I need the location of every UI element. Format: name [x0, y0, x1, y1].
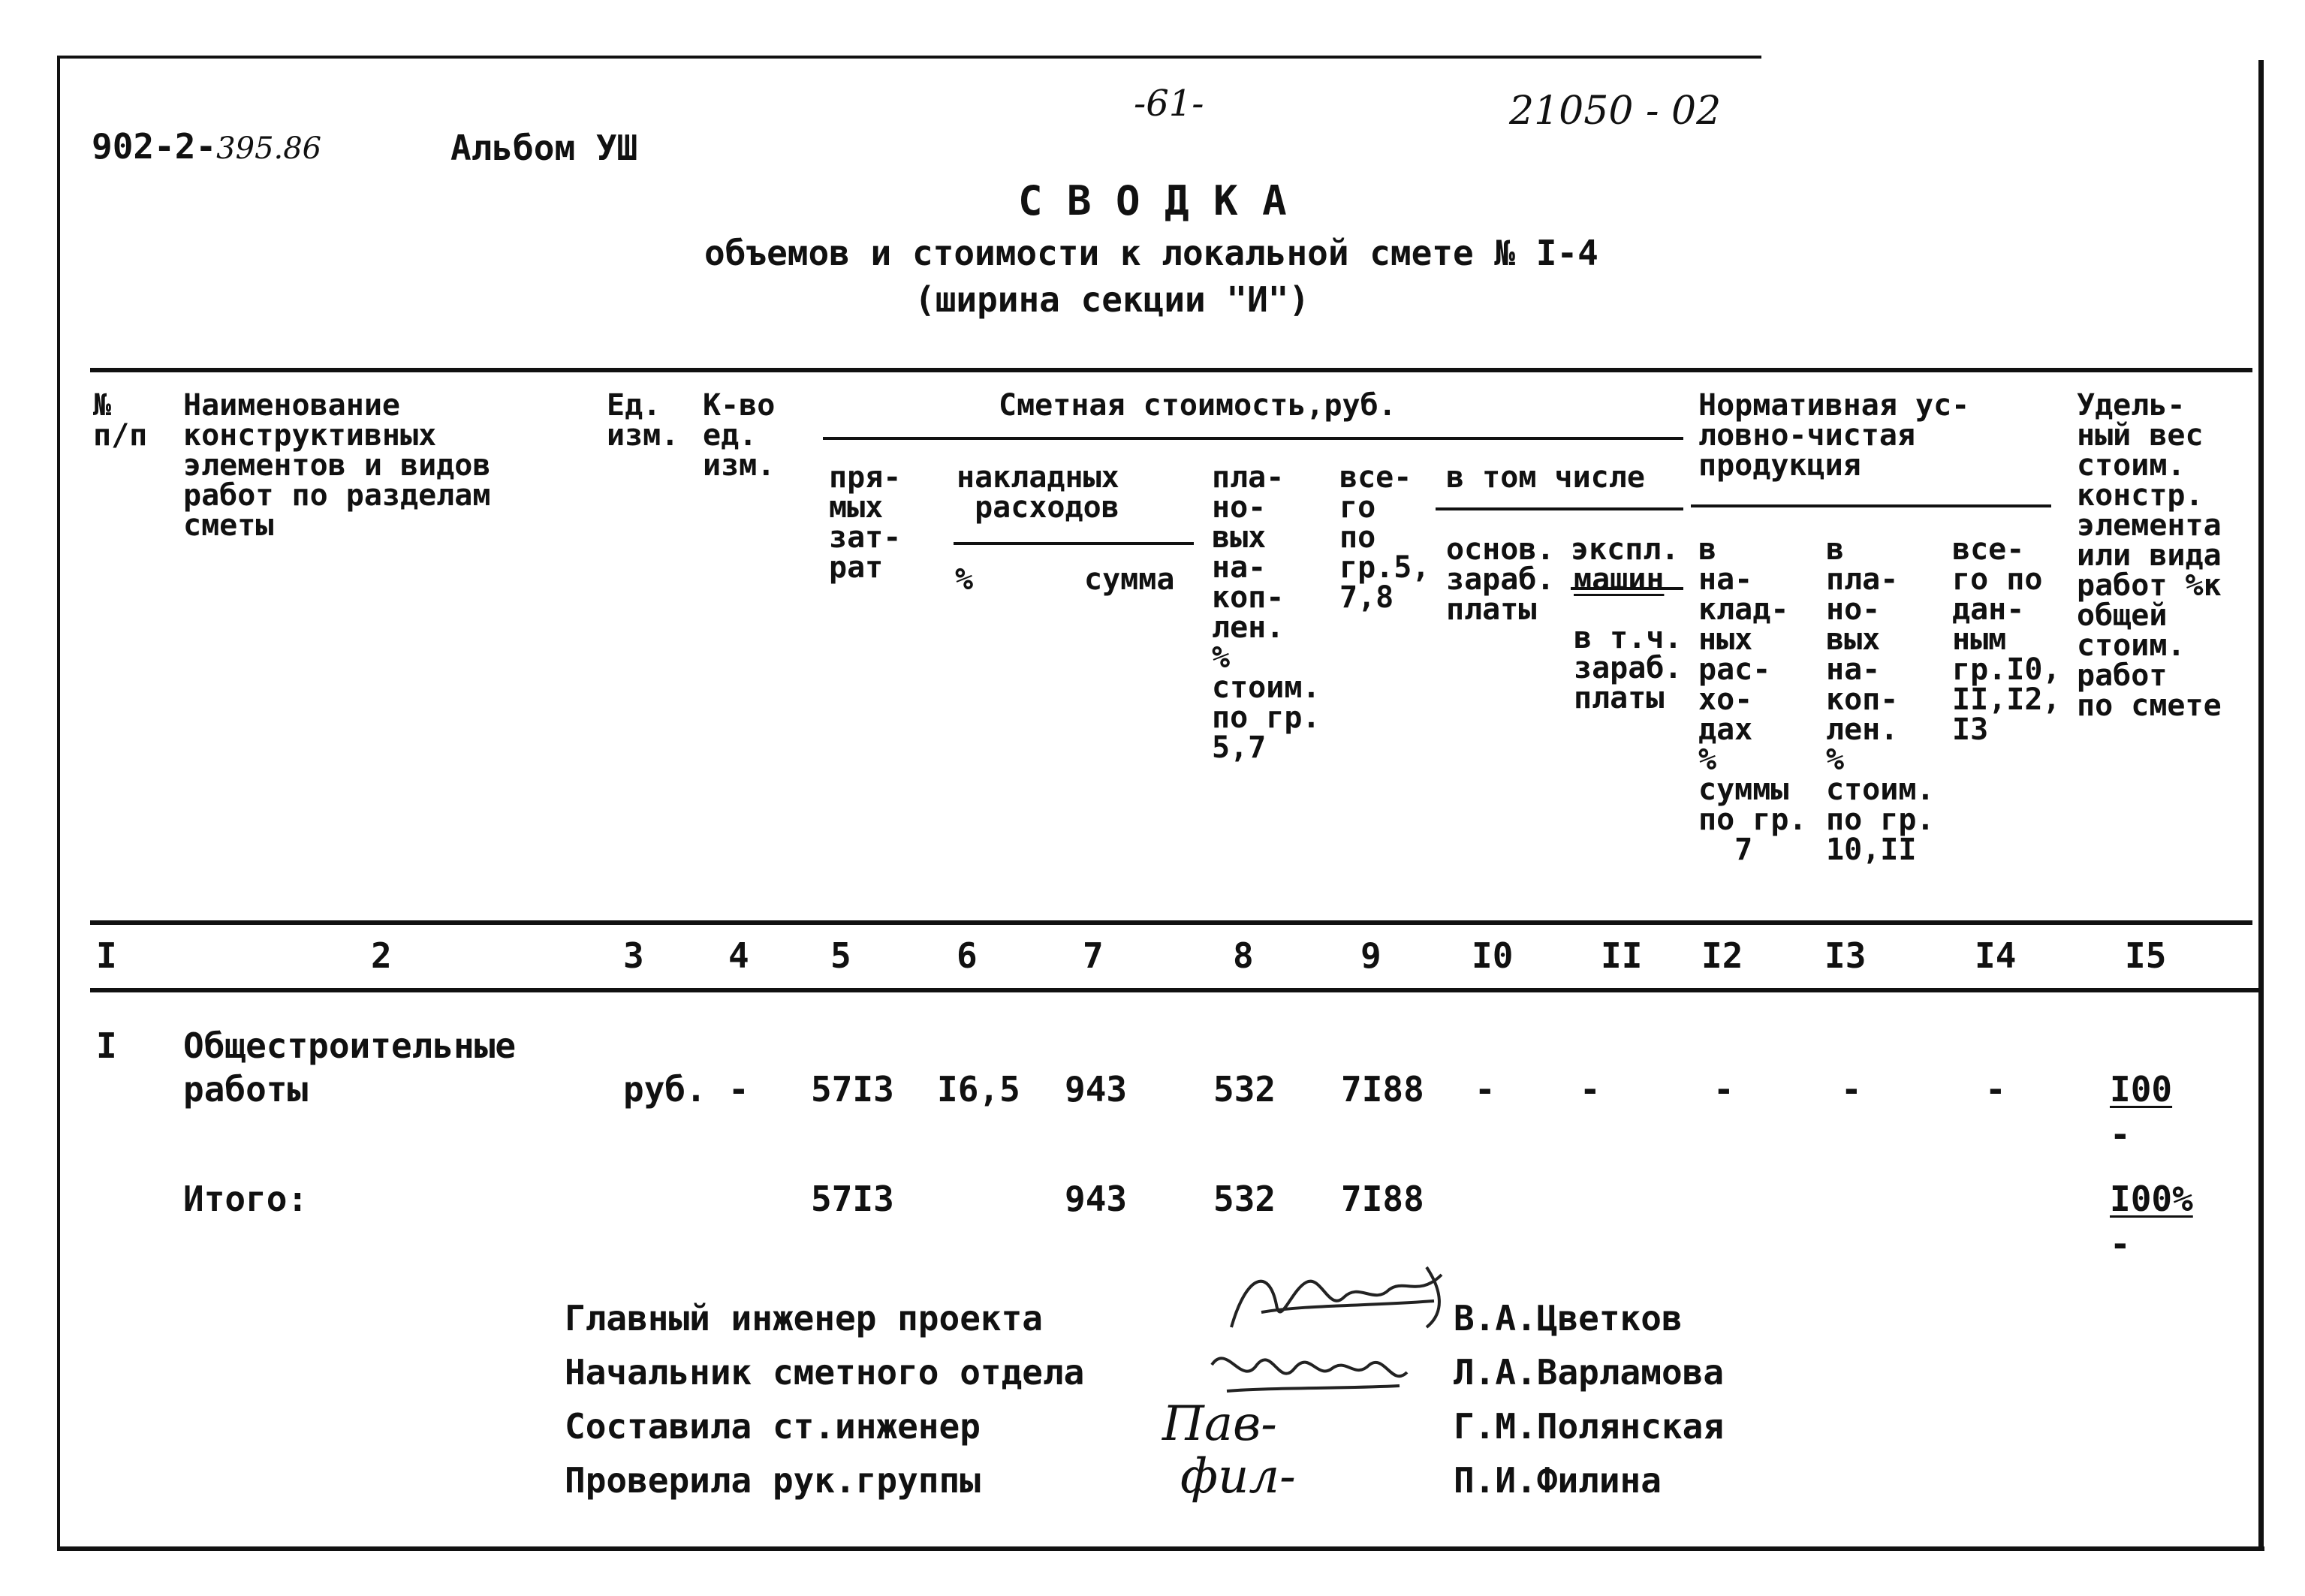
col-number: 3 [623, 935, 644, 976]
header-col-15: Удель- ный вес стоим. констр. элемента или вида работ %к общей стоим. работ по смете [2077, 388, 2222, 723]
signature-role-head-estimates: Начальник сметного отдела [565, 1352, 1085, 1393]
document-subtitle: объемов и стоимости к локальной смете № I-4 [704, 233, 1598, 273]
handwritten-signature-compiler: Пав- [1162, 1396, 1277, 1452]
document-code [92, 126, 321, 167]
row-col12: - [1713, 1069, 1734, 1110]
registration-number: 21050 - 02 [1509, 89, 1722, 134]
col-number: 7 [1083, 935, 1104, 976]
col-number: 5 [830, 935, 851, 976]
header-col-14: все- го по дан- ным гр.I0, II,I2, I3 [1952, 532, 2061, 747]
total-overhead-sum: 943 [1065, 1179, 1128, 1219]
header-col-12: в на- клад- ных рас- хо- дах % суммы по гр. 7 [1698, 532, 1807, 867]
header-col-11-c: в т.ч. зараб. платы [1574, 621, 1683, 715]
row-unit: руб. [623, 1069, 707, 1110]
header-col-1: № п/п [93, 388, 148, 453]
header-overhead: накладных расходов [957, 460, 1119, 525]
header-col-6: % [955, 562, 974, 597]
header-col-5: пря- мых зат- рат [829, 460, 902, 585]
signature-name-compiler: Г.М.Полянская [1454, 1406, 1725, 1447]
header-col-4: К-во ед. изм. [703, 388, 776, 483]
row-wage: - [1475, 1069, 1496, 1110]
total-direct-costs: 57I3 [811, 1179, 894, 1219]
header-col-11-a: экспл. [1571, 532, 1680, 567]
header-col-10: основ. зараб. платы [1446, 532, 1555, 627]
row-direct-costs: 57I3 [811, 1069, 894, 1110]
row-name-line1: Общестроительные [183, 1025, 517, 1066]
col-number: 4 [728, 935, 749, 976]
row-name-line2: работы [183, 1069, 309, 1110]
header-col-2: Наименование конструктивных элементов и видов работ по разделам сметы [183, 388, 491, 543]
header-group-cost: Сметная стоимость,руб. [999, 388, 1397, 423]
col-number: 8 [1233, 935, 1254, 976]
row-share-dash: - [2110, 1114, 2131, 1155]
header-col-9: все- го по гр.5, 7,8 [1339, 460, 1430, 615]
total-share: I00% [2110, 1179, 2193, 1219]
handwritten-signature-chief-engineer [1216, 1260, 1457, 1342]
total-label: Итого: [183, 1179, 309, 1219]
row-machine: - [1580, 1069, 1601, 1110]
col-number: I [96, 935, 117, 976]
signature-role-chief-engineer: Главный инженер проекта [565, 1298, 1043, 1339]
row-total: 7I88 [1341, 1069, 1424, 1110]
header-col-13: в пла- но- вых на- коп- лен. % стоим. по гр. 10,II [1826, 532, 1935, 867]
col-number: 2 [371, 935, 392, 976]
document-code-handwritten: 395.86 [216, 131, 322, 166]
signature-name-chief-engineer: В.А.Цветков [1454, 1298, 1683, 1339]
header-col-7: сумма [1084, 562, 1175, 597]
total-share-dash: - [2110, 1224, 2131, 1264]
header-col-8: пла- но- вых на- коп- лен. % стоим. по гр. 5,7 [1212, 460, 1321, 765]
col-number: II [1601, 935, 1643, 976]
col-number: I3 [1824, 935, 1867, 976]
col-number: 9 [1360, 935, 1381, 976]
col-number: I0 [1472, 935, 1514, 976]
document-code-printed: 902-2- [92, 126, 217, 167]
header-col-11-b: машин [1574, 562, 1665, 597]
page-number: -61- [1134, 83, 1204, 125]
signature-name-checker: П.И.Филина [1454, 1460, 1662, 1501]
row-col13: - [1841, 1069, 1862, 1110]
row-overhead-sum: 943 [1065, 1069, 1128, 1110]
row-share: I00 [2110, 1069, 2173, 1110]
signature-role-checker: Проверила рук.группы [565, 1460, 981, 1501]
col-number: I5 [2125, 935, 2167, 976]
document-title: С В О Д К А [1018, 177, 1287, 224]
total-planned-savings: 532 [1213, 1179, 1276, 1219]
total-sum: 7I88 [1341, 1179, 1424, 1219]
signature-name-head-estimates: Л.А.Варламова [1454, 1352, 1725, 1393]
col-number: I2 [1701, 935, 1743, 976]
signature-role-compiler: Составила ст.инженер [565, 1406, 981, 1447]
header-col-3: Ед. изм. [607, 388, 679, 453]
row-col14: - [1985, 1069, 2006, 1110]
col-number: I4 [1975, 935, 2017, 976]
row-qty: - [728, 1069, 749, 1110]
handwritten-signature-checker: фил- [1180, 1449, 1296, 1504]
row-planned-savings: 532 [1213, 1069, 1276, 1110]
row-overhead-percent: I6,5 [937, 1069, 1020, 1110]
header-group-norm: Нормативная ус- ловно-чистая продукция [1698, 388, 1970, 483]
document-subtitle-section: (ширина секции "И") [914, 279, 1310, 320]
album-label: Альбом УШ [450, 128, 638, 168]
col-number: 6 [957, 935, 978, 976]
header-including: в том числе [1446, 460, 1645, 495]
row-number: I [96, 1025, 117, 1066]
